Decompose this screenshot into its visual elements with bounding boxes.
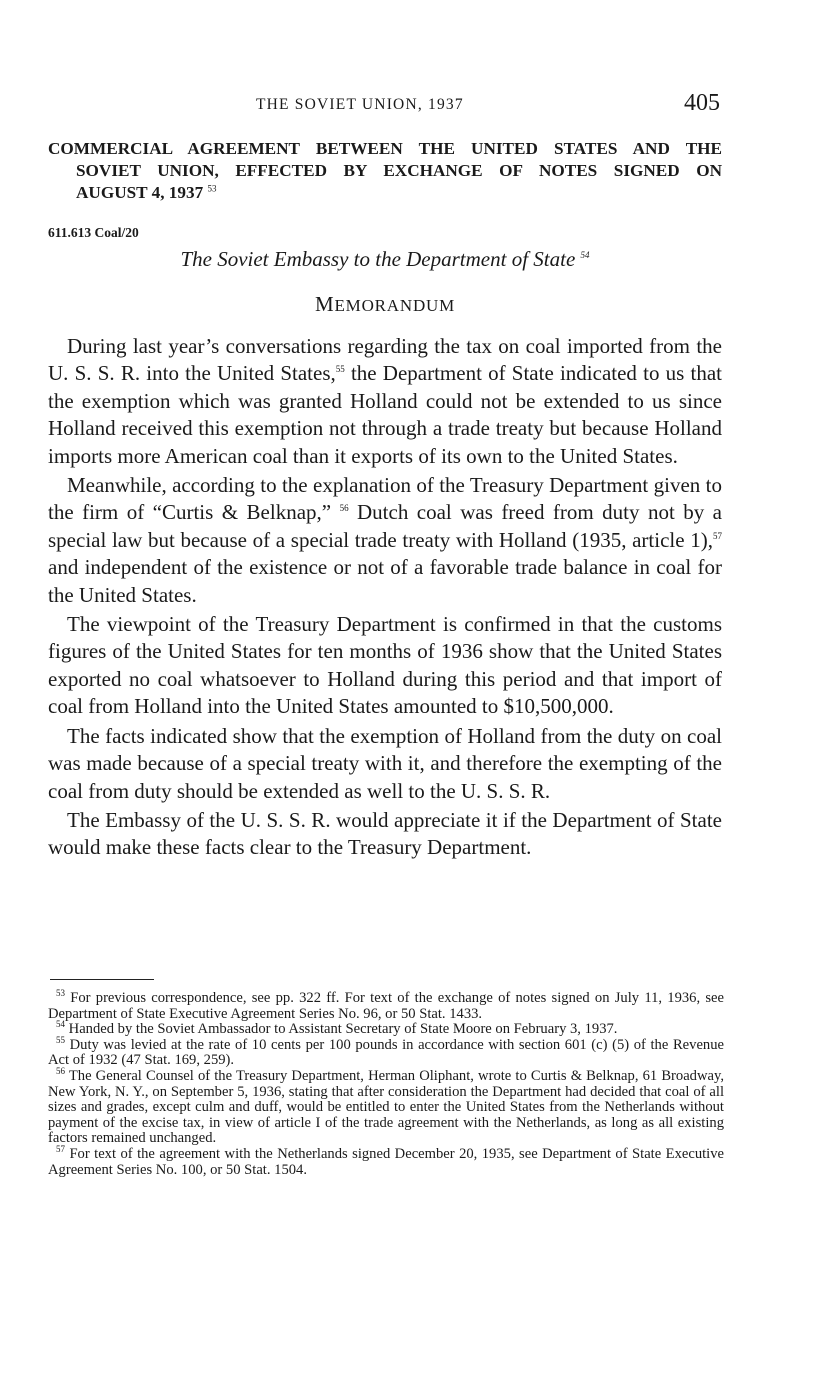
memorandum-label <box>48 292 722 317</box>
footnote-number: 53 <box>56 988 65 999</box>
memorandum-body <box>48 333 722 864</box>
body-paragraph-3: The viewpoint of the Treasury Department is confirmed in that the customs figures of the United States for ten months of 1936 show that the United States exported no coal whatsoever to Holland during this period and that import of coal from Holland into the United States amounted to $10,500,000. <box>48 612 722 719</box>
footnote-text: Duty was levied at the rate of 10 cents per 100 pounds in accordance with section 601 (c) (5) of the Revenue Act of 1932 (47 Stat. 169, 259). <box>48 1036 724 1069</box>
footnote-ref-56[interactable]: 56 <box>339 503 349 514</box>
memorandum-label-initial: M <box>314 292 335 316</box>
footnote-text: For text of the agreement with the Netherlands signed December 20, 1935, see Department of State Executive Agreement Series No. 100, or 50 Stat. 1504. <box>48 1145 724 1178</box>
footnotes <box>48 988 724 1178</box>
footnote-55 <box>48 1034 724 1069</box>
body-paragraph-4: The facts indicated show that the exemption of Holland from the duty on coal was made because of a special treaty with it, and therefore the exempting of the coal from duty should be extended as well to the U. S. S. R. <box>48 723 722 803</box>
footnote-53 <box>48 988 724 1022</box>
body-paragraph-1-part-a: During last year’s conversations regarding the tax on coal imported from the U. S. S. R. into the United States, <box>48 334 722 386</box>
document-title-line-1: COMMERCIAL AGREEMENT BETWEEN THE UNITED STATES AND THE <box>48 139 722 158</box>
body-paragraph-2-part-b: Dutch coal was freed from duty not by a special law but because of a special trade treaty with Holland (1935, article 1), <box>48 500 722 552</box>
heading-text: The Soviet Embassy to the Department of State <box>180 247 576 271</box>
footnote-ref-54[interactable]: 54 <box>580 250 590 260</box>
document-heading <box>48 247 722 272</box>
body-paragraph-2-part-a: Meanwhile, according to the explanation of the Treasury Department given to the firm of “Curtis & Belknap,” <box>48 473 722 525</box>
footnote-number: 55 <box>56 1034 65 1045</box>
footnote-text: Handed by the Soviet Ambassador to Assistant Secretary of State Moore on February 3, 1937. <box>65 1021 618 1038</box>
footnote-text: For previous correspondence, see pp. 322 ff. For text of the exchange of notes signed on July 11, 1936, see Department of State Executive Agreement Series No. 96, or 50 Stat. 1433. <box>48 990 724 1022</box>
footnote-ref-55[interactable]: 55 <box>335 364 345 375</box>
page-number: 405 <box>684 90 720 116</box>
footnote-56 <box>48 1066 724 1147</box>
memorandum-label-rest: EMORANDUM <box>334 296 456 315</box>
file-reference: 611.613 Coal/20 <box>48 225 139 240</box>
document-title-date: AUGUST 4, 1937 <box>76 183 204 202</box>
body-paragraph-1 <box>48 333 722 470</box>
body-paragraph-2 <box>48 472 722 609</box>
document-title-line-3 <box>48 182 722 204</box>
footnote-number: 56 <box>56 1066 65 1077</box>
running-head <box>48 92 720 122</box>
body-paragraph-5: The Embassy of the U. S. S. R. would appreciate it if the Department of State would make these facts clear to the Treasury Department. <box>48 807 722 860</box>
running-title: THE SOVIET UNION, 1937 <box>256 96 464 113</box>
footnote-ref-57[interactable]: 57 <box>713 530 722 541</box>
footnote-text: The General Counsel of the Treasury Department, Herman Oliphant, wrote to Curtis & Belknap, 61 Broadway, New York, N. Y., on September 5, 1936, stating that after consideration the Department had decided that coal of all sizes and grades, except culm and duff, would be entitled to enter the United States from the Netherlands without payment of the excise tax, in view of article I of the trade agreement with the Netherlands, as long as all existing factors remained unchanged. <box>48 1067 724 1147</box>
footnote-number: 54 <box>56 1019 65 1030</box>
footnote-54 <box>48 1019 724 1038</box>
footnote-number: 57 <box>56 1144 65 1155</box>
footnote-divider <box>50 979 154 980</box>
body-paragraph-1-part-b: the Department of State indicated to us that the exemption which was granted Holland could not be extended to us since Holland received this exemption not through a trade treaty but because Holland imports more American coal than it exports of its own to the United States. <box>48 361 722 468</box>
footnote-ref-53[interactable]: 53 <box>207 183 217 194</box>
footnote-57 <box>48 1144 724 1178</box>
document-title <box>48 138 722 204</box>
body-paragraph-2-part-c: and independent of the existence or not of a favorable trade balance in coal for the United States. <box>48 555 722 607</box>
document-title-line-2: SOVIET UNION, EFFECTED BY EXCHANGE OF NOTES SIGNED ON <box>76 161 722 180</box>
